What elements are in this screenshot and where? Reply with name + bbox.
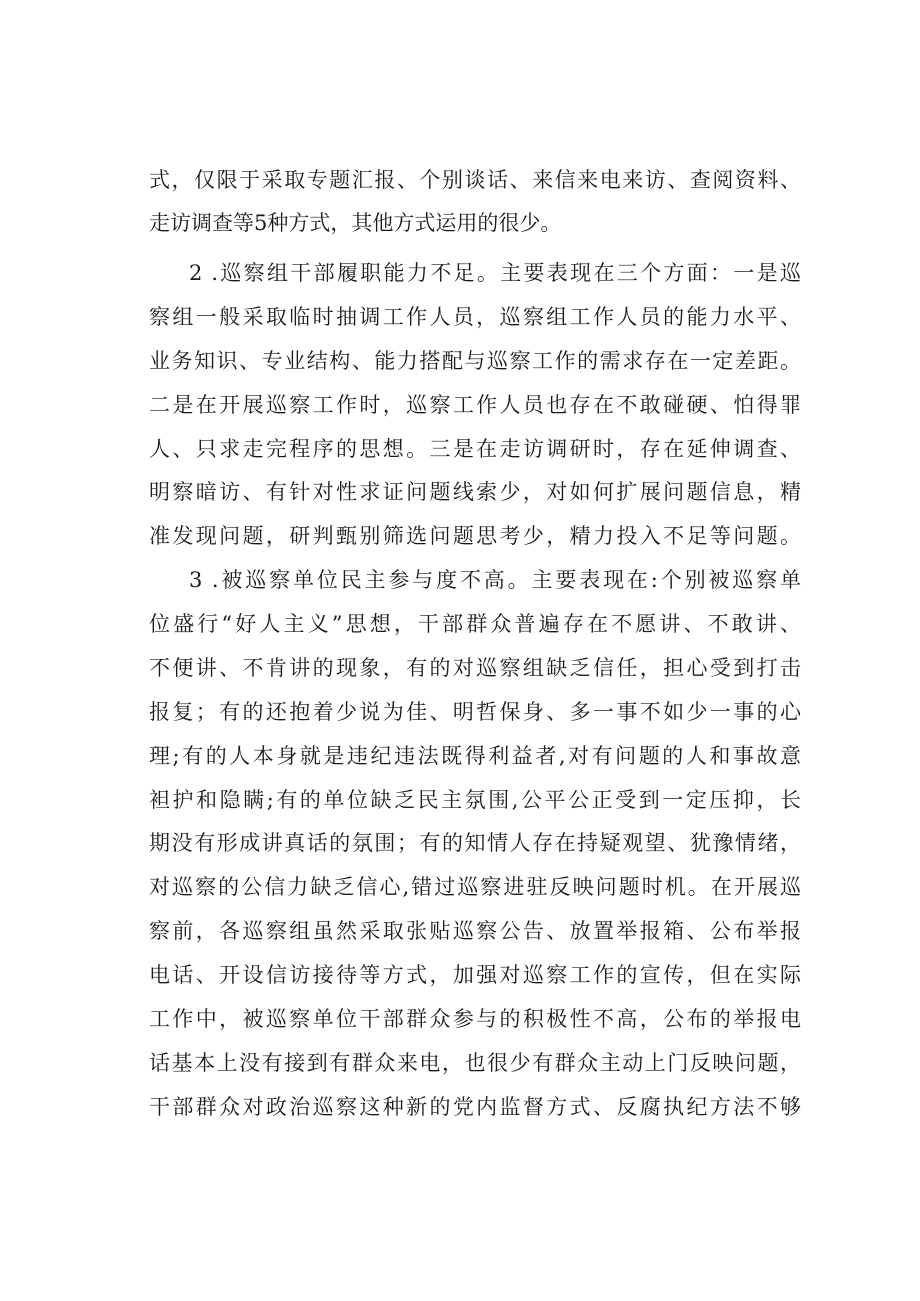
text-line: 不便讲、不肯讲的现象，有的对巡察组缺乏信任，担心受到打击: [149, 656, 801, 680]
text-line: 期没有形成讲真话的氛围；有的知情人存在持疑观望、犹豫情绪，: [149, 831, 801, 855]
text-line: 电话、开设信访接待等方式，加强对巡察工作的宣传，但在实际: [149, 963, 801, 987]
text-line: 袒护和隐瞒;有的单位缺乏民主氛围,公平公正受到一定压抑，长: [149, 788, 801, 812]
text-line: 走访调查等5种方式，其他方式运用的很少。: [149, 211, 562, 235]
text-line: 准发现问题，研判甄别筛选问题思考少，精力投入不足等问题。: [149, 524, 801, 548]
text-line: 式，仅限于采取专题汇报、个别谈话、来信来电来访、查阅资料、: [149, 168, 801, 192]
text-line: 话基本上没有接到有群众来电，也很少有群众主动上门反映问题，: [149, 1051, 801, 1075]
paragraph-first-line: 3 .被巡察单位民主参与度不高。主要表现在:个别被巡察单: [189, 568, 801, 592]
text-line: 业务知识、专业结构、能力搭配与巡察工作的需求存在一定差距。: [149, 349, 801, 373]
text-line: 察组一般采取临时抽调工作人员，巡察组工作人员的能力水平、: [149, 305, 801, 329]
text-line: 干部群众对政治巡察这种新的党内监督方式、反腐执纪方法不够: [149, 1095, 801, 1119]
text-line: 位盛行“好人主义”思想，干部群众普遍存在不愿讲、不敢讲、: [149, 612, 801, 636]
text-line: 对巡察的公信力缺乏信心,错过巡察进驻反映问题时机。在开展巡: [149, 875, 801, 899]
text-line: 理;有的人本身就是违纪违法既得利益者,对有问题的人和事故意: [149, 744, 801, 768]
text-line: 二是在开展巡察工作时，巡察工作人员也存在不敢碰硬、怕得罪: [149, 393, 801, 417]
text-line: 人、只求走完程序的思想。三是在走访调研时，存在延伸调查、: [149, 437, 801, 461]
text-line: 明察暗访、有针对性求证问题线索少，对如何扩展问题信息，精: [149, 480, 801, 504]
text-line: 察前，各巡察组虽然采取张贴巡察公告、放置举报箱、公布举报: [149, 919, 801, 943]
text-line: 报复；有的还抱着少说为佳、明哲保身、多一事不如少一事的心: [149, 700, 801, 724]
text-line: 工作中，被巡察单位干部群众参与的积极性不高，公布的举报电: [149, 1007, 801, 1031]
paragraph-first-line: 2 .巡察组干部履职能力不足。主要表现在三个方面：一是巡: [189, 261, 801, 285]
